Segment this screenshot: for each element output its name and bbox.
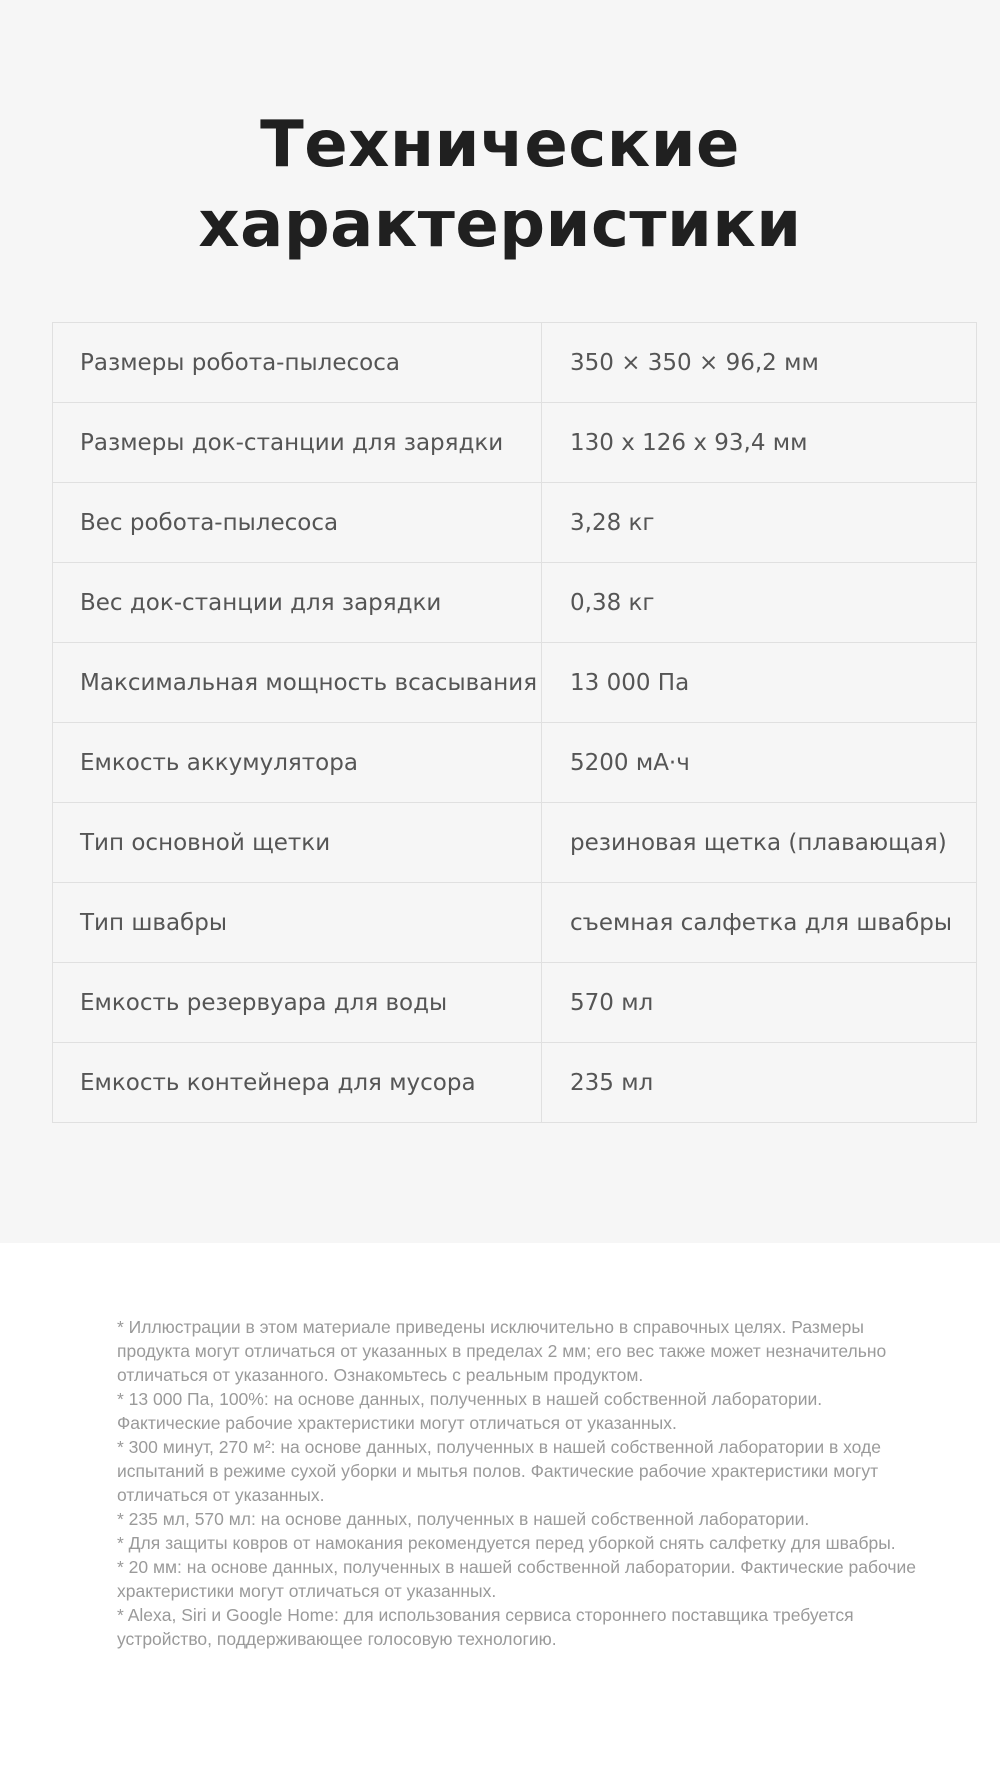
spec-value: 570 мл [542, 963, 977, 1043]
specs-table [52, 322, 977, 1123]
spec-label: Размеры робота-пылесоса [53, 323, 542, 403]
spec-label: Емкость аккумулятора [53, 723, 542, 803]
spec-row-dock-size [53, 403, 977, 483]
footnotes [117, 1315, 917, 1651]
footnote-obstacle: * 20 мм: на основе данных, полученных в нашей собственной лаборатории. Фактические рабочие храктеристики могут отличаться от указанных. [117, 1557, 916, 1601]
spec-value: 130 x 126 x 93,4 мм [542, 403, 977, 483]
spec-row-dust-bin [53, 1043, 977, 1123]
spec-label: Тип швабры [53, 883, 542, 963]
footnote-capacity: * 235 мл, 570 мл: на основе данных, полученных в нашей собственной лаборатории. [117, 1509, 810, 1529]
spec-row-water-tank [53, 963, 977, 1043]
spec-value: 13 000 Па [542, 643, 977, 723]
spec-value: 5200 мА·ч [542, 723, 977, 803]
footnote-voice: * Alexa, Siri и Google Home: для использования сервиса стороннего поставщика требуется устройство, поддерживающее голосовую технологию. [117, 1605, 854, 1649]
page-title [0, 105, 1000, 265]
footnote-illustrations: * Иллюстрации в этом материале приведены исключительно в справочных целях. Размеры продукта могут отличаться от указанных в пределах 2 мм; его вес также может незначительно отличаться от указанного. Ознакомьтесь с реальным продуктом. [117, 1317, 887, 1385]
spec-row-robot-size [53, 323, 977, 403]
spec-value: съемная салфетка для швабры [542, 883, 977, 963]
spec-row-suction-power [53, 643, 977, 723]
spec-label: Емкость резервуара для воды [53, 963, 542, 1043]
spec-value: 0,38 кг [542, 563, 977, 643]
page-title-line-2: характеристики [198, 188, 802, 262]
spec-value: 3,28 кг [542, 483, 977, 563]
footnote-suction: * 13 000 Па, 100%: на основе данных, полученных в нашей собственной лаборатории. Фактические рабочие храктеристики могут отличаться от указанных. [117, 1389, 823, 1433]
spec-row-robot-weight [53, 483, 977, 563]
spec-label: Вес робота-пылесоса [53, 483, 542, 563]
spec-row-main-brush [53, 803, 977, 883]
footnote-carpet: * Для защиты ковров от намокания рекомендуется перед уборкой снять салфетку для швабры. [117, 1533, 896, 1553]
spec-row-battery [53, 723, 977, 803]
footnote-runtime: * 300 минут, 270 м²: на основе данных, полученных в нашей собственной лаборатории в ходе испытаний в режиме сухой уборки и мытья полов. Фактические рабочие храктеристики могут отличаться от указанных. [117, 1437, 881, 1505]
spec-value: резиновая щетка (плавающая) [542, 803, 977, 883]
spec-label: Вес док-станции для зарядки [53, 563, 542, 643]
spec-label: Тип основной щетки [53, 803, 542, 883]
spec-value: 235 мл [542, 1043, 977, 1123]
spec-label: Максимальная мощность всасывания [53, 643, 542, 723]
spec-label: Емкость контейнера для мусора [53, 1043, 542, 1123]
spec-row-dock-weight [53, 563, 977, 643]
spec-value: 350 × 350 × 96,2 мм [542, 323, 977, 403]
spec-label: Размеры док-станции для зарядки [53, 403, 542, 483]
spec-row-mop-type [53, 883, 977, 963]
page-title-line-1: Технические [260, 108, 740, 182]
